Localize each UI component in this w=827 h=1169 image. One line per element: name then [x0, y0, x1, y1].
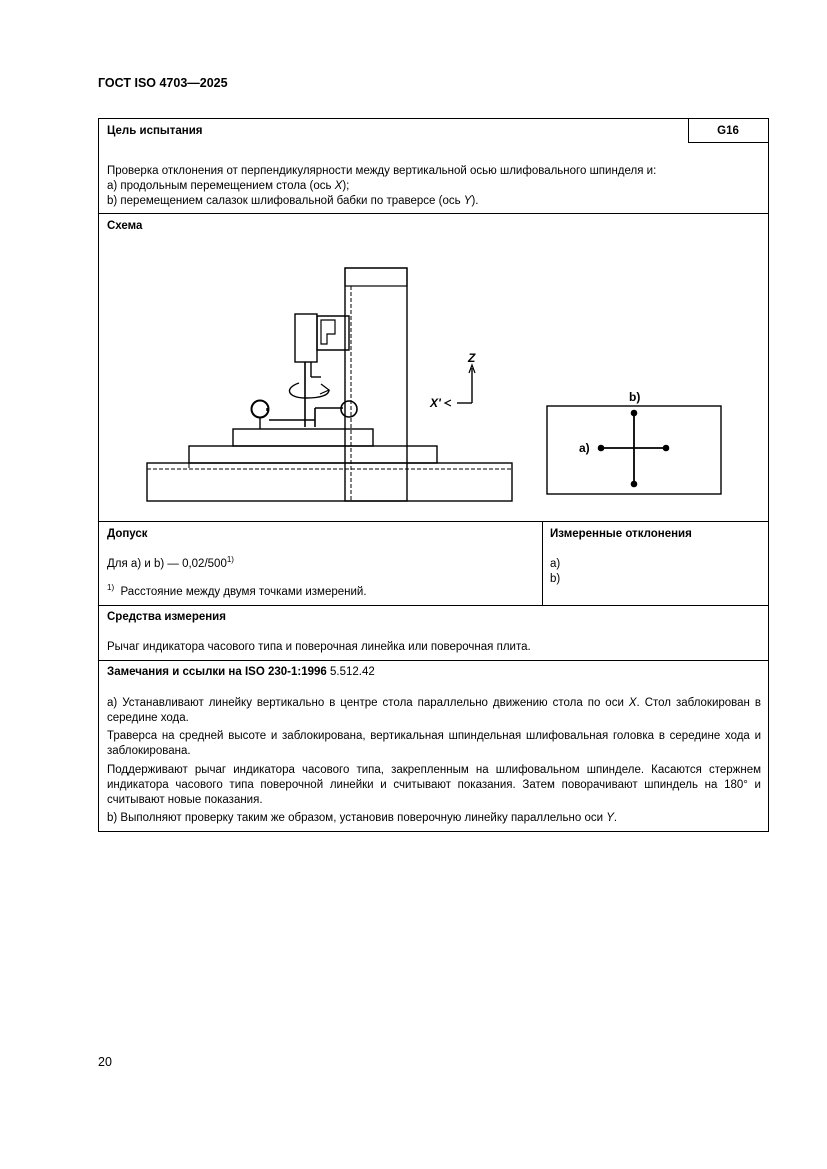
dial-indicator-left	[252, 401, 269, 418]
purpose-item-a: a) продольным перемещением стола (ось X);	[107, 180, 350, 192]
purpose-item-b: b) перемещением салазок шлифовальной бабки по траверсе (ось Y).	[107, 195, 479, 207]
dial-indicator-right	[341, 401, 357, 417]
notes-paragraph-3: Поддерживают рычаг индикатора часового типа, закрепленным на шлифовальном шпинделе. Касаются стержнем индикатора часового типа поверочной линейки и считывают показания. Затем поворачивают шпиндель на 180° и считывают новые показания.	[107, 764, 761, 806]
workpiece-straightedge	[233, 429, 373, 446]
test-code: G16	[717, 125, 739, 137]
scheme-heading: Схема	[107, 220, 143, 232]
notes-heading: Замечания и ссылки на ISO 230-1:1996 5.512.42	[107, 666, 375, 678]
notes-paragraph-2: Траверса на средней высоте и заблокирована, вертикальная шпиндельная шлифовальная головка в середине хода и заблокирована.	[107, 730, 761, 757]
purpose-heading: Цель испытания	[107, 125, 203, 137]
instruments-text: Рычаг индикатора часового типа и поверочная линейка или поверочная плита.	[107, 641, 531, 653]
tolerance-footnote: $^{1)}$ Расстояние между двумя точками измерений.	[107, 583, 367, 598]
axis-z-label: Z	[468, 351, 476, 365]
measured-a: a)	[550, 558, 561, 570]
tolerance-heading: Допуск	[107, 528, 148, 540]
scheme-section	[99, 213, 768, 521]
measured-heading: Измеренные отклонения	[550, 528, 692, 540]
page-number: 20	[98, 1055, 112, 1069]
instruments-section	[99, 605, 768, 660]
scheme-drawing	[99, 213, 768, 521]
machine-table	[189, 446, 437, 463]
instruments-heading: Средства измерения	[107, 611, 226, 623]
tolerance-value: Для a) и b) — 0,02/500$^{1)}$	[107, 555, 234, 570]
machine-column	[345, 268, 407, 501]
test-table	[98, 118, 769, 832]
plan-label-a: a)	[579, 441, 590, 455]
notes-paragraph-1: a) Устанавливают линейку вертикально в центре стола параллельно движению стола по оси X. Стол заблокирован в середине хода.	[107, 697, 761, 724]
document-header: ГОСТ ISO 4703—2025	[98, 76, 228, 90]
tolerance-section	[99, 521, 542, 605]
notes-section	[99, 660, 768, 831]
purpose-section	[99, 119, 768, 213]
spindle-head	[295, 314, 317, 362]
plan-label-b: b)	[629, 390, 641, 404]
axis-x-label: X'	[430, 396, 441, 410]
measured-section	[543, 521, 768, 605]
measured-b: b)	[550, 573, 561, 585]
purpose-intro: Проверка отклонения от перпендикулярности между вертикальной осью шлифовального шпинделя и:	[107, 165, 657, 177]
notes-paragraph-4: b) Выполняют проверку таким же образом, установив поверочную линейку параллельно оси Y.	[107, 812, 618, 824]
slide	[317, 316, 349, 350]
